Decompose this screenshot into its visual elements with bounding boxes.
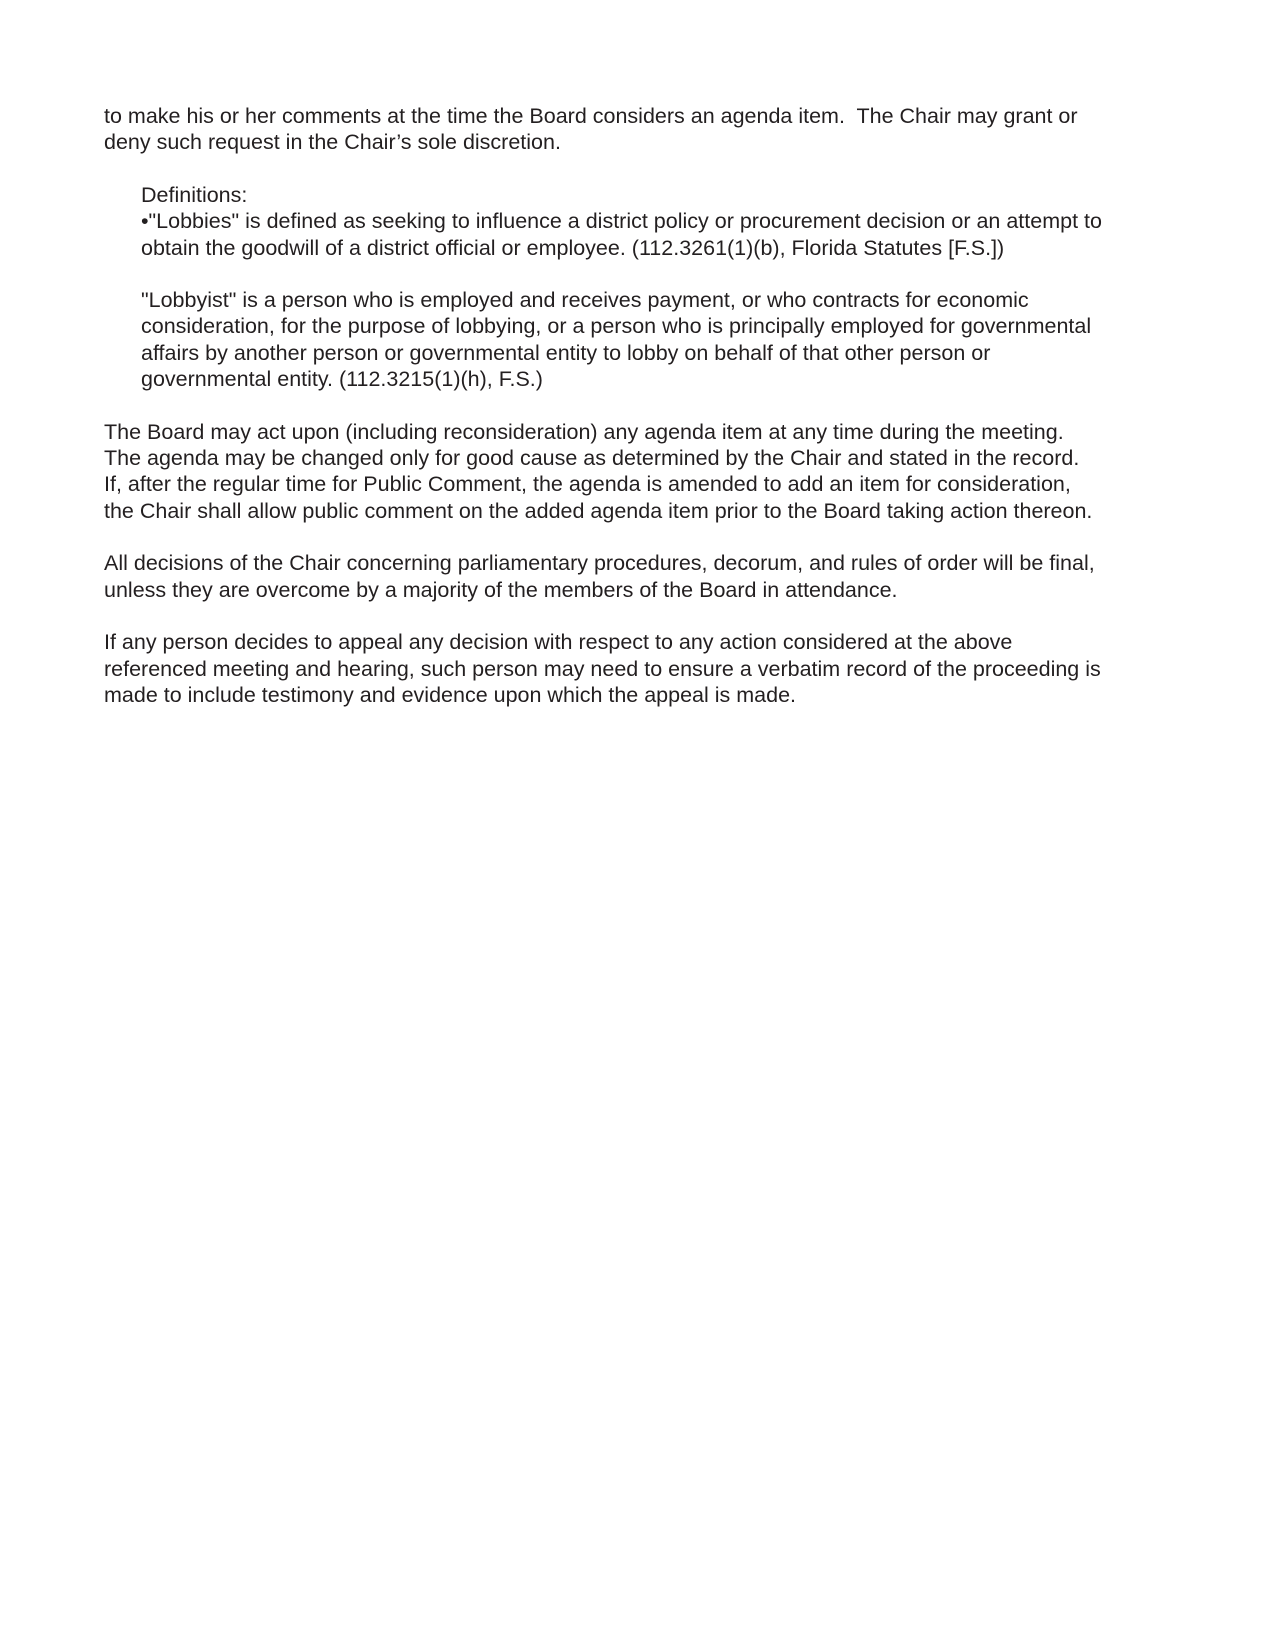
text-line: The agenda may be changed only for good cause as determined by the Chair and stated in the record. xyxy=(104,446,1080,471)
text-line: deny such request in the Chair’s sole discretion. xyxy=(104,130,561,155)
text-line: made to include testimony and evidence upon which the appeal is made. xyxy=(104,682,797,707)
text-line: the Chair shall allow public comment on the added agenda item prior to the Board taking action thereon. xyxy=(104,498,1093,523)
document-body xyxy=(104,103,1184,734)
text-line: Definitions: xyxy=(141,182,248,207)
text-line: The Board may act upon (including reconsideration) any agenda item at any time during the meeting. xyxy=(104,419,1064,444)
definition-lobbies xyxy=(141,208,1184,261)
text-line: obtain the goodwill of a district official or employee. (112.3261(1)(b), Florida Statutes [F.S.]) xyxy=(141,235,1005,260)
text-line: governmental entity. (112.3215(1)(h), F.S.) xyxy=(141,367,543,392)
appeal-paragraph xyxy=(104,629,1184,708)
text-line: "Lobbyist" is a person who is employed and receives payment, or who contracts for economic xyxy=(141,288,1029,313)
decisions-paragraph xyxy=(104,550,1184,603)
text-line: •"Lobbies" is defined as seeking to influence a district policy or procurement decision or an attempt to xyxy=(141,209,1102,234)
text-line: to make his or her comments at the time the Board considers an agenda item. The Chair may grant or xyxy=(104,104,1078,128)
text-line: unless they are overcome by a majority of the members of the Board in attendance. xyxy=(104,577,898,602)
definitions-heading xyxy=(141,182,1184,208)
text-line: affairs by another person or governmental entity to lobby on behalf of that other person or xyxy=(141,340,991,365)
text-line: If any person decides to appeal any decision with respect to any action considered at the above xyxy=(104,630,1013,655)
definitions-block xyxy=(104,182,1184,393)
agenda-paragraph xyxy=(104,419,1184,525)
text-line: consideration, for the purpose of lobbying, or a person who is principally employed for governmental xyxy=(141,314,1092,339)
text-line: All decisions of the Chair concerning parliamentary procedures, decorum, and rules of order will be final, xyxy=(104,551,1095,576)
definition-lobbyist xyxy=(141,287,1184,393)
intro-paragraph xyxy=(104,103,1184,156)
text-line: referenced meeting and hearing, such person may need to ensure a verbatim record of the proceeding is xyxy=(104,656,1101,681)
text-line: If, after the regular time for Public Comment, the agenda is amended to add an item for consideration, xyxy=(104,472,1071,497)
